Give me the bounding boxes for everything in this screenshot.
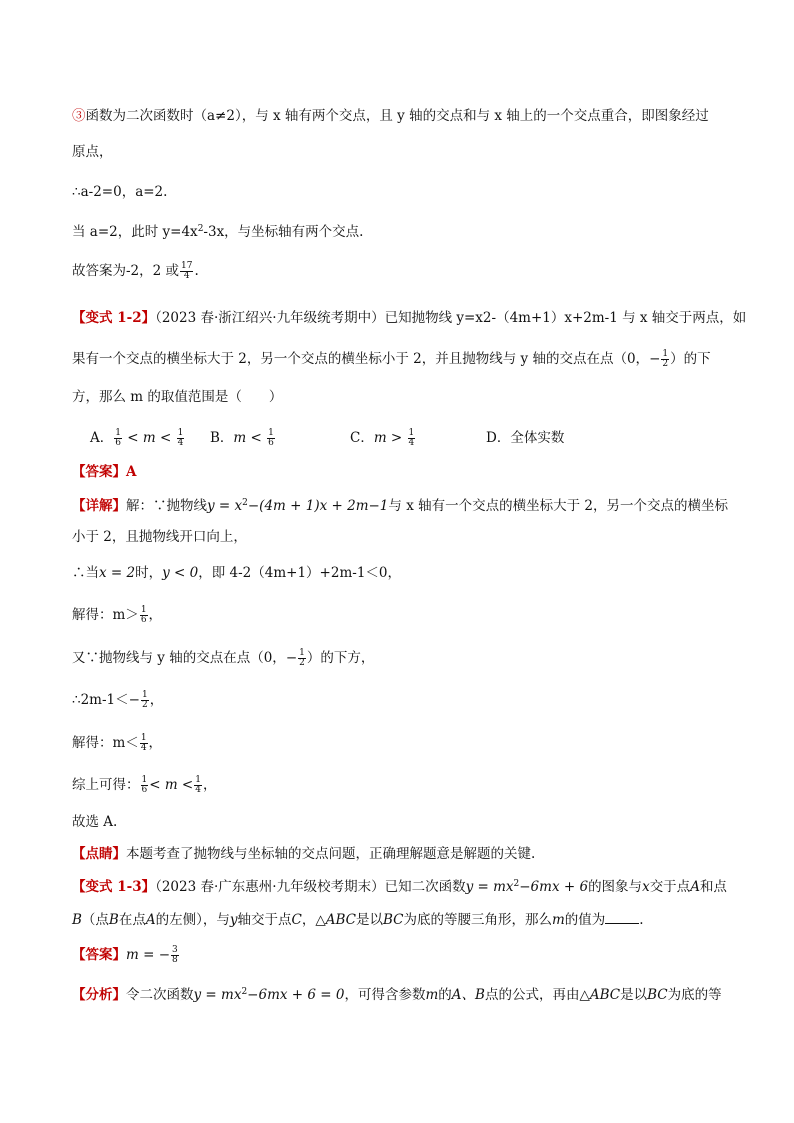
question-line: 果有一个交点的横坐标大于 2，另一个交点的横坐标小于 2，并且抛物线与 y 轴的交点在点（0，− $\frac{1}{2}$ ）的下 [72, 349, 711, 369]
answer-blank [605, 909, 639, 924]
variant-tag: 【变式 1-3】 [72, 879, 156, 895]
paragraph-line: 原点， [72, 144, 113, 160]
answer-line: 【答案】m = − $\frac{3}{8}$ [72, 945, 178, 965]
question-line: B（点B在点A的左侧），与y轴交于点C，△ABC是以BC为底的等腰三角形，那么m的值为 . [72, 909, 644, 930]
analysis-tag: 【分析】 [72, 987, 126, 1003]
detail-line: 解得：m＜ $\frac{1}{4}$ ， [72, 733, 163, 753]
paragraph-line: 故答案为-2，2 或 $\frac{17}{4}$ . [72, 261, 199, 281]
answer-line: 【答案】A [72, 464, 137, 480]
option-c: C．m > $\frac{1}{4}$ [350, 428, 415, 448]
detail-tag: 【详解】 [72, 498, 126, 514]
fraction: $\frac{17}{4}$ [181, 261, 193, 281]
question-line: 【变式 1-2】（2023 春·浙江绍兴·九年级统考期中）已知抛物线 y=x2-（4m+1）x+2m-1 与 x 轴交于两点，如 [72, 310, 747, 326]
detail-line: 【详解】解：∵抛物线$y = x^2-(4m + 1)x + 2m-1$与 x 轴有一个交点的横坐标大于 2，另一个交点的横坐标 [72, 498, 728, 514]
detail-line: ∴2m-1＜− $\frac{1}{2}$ ， [72, 690, 164, 710]
detail-line: 又∵抛物线与 y 轴的交点在点（0，− $\frac{1}{2}$ ）的下方， [72, 648, 375, 668]
question-line: 方，那么 m 的取值范围是（ ） [72, 389, 283, 405]
answer-tag: 【答案】 [72, 464, 126, 480]
comment-tag: 【点睛】 [72, 846, 126, 862]
detail-line: 解得：m＞ $\frac{1}{6}$ ， [72, 605, 163, 625]
circled-number-3: ③ [72, 108, 86, 124]
comment-line: 【点睛】本题考查了抛物线与坐标轴的交点问题，正确理解题意是解题的关键. [72, 846, 536, 862]
option-a: A． $\frac{1}{6}$ < m < $\frac{1}{4}$ [90, 428, 184, 448]
option-d: D．全体实数 [486, 430, 565, 446]
detail-line: 小于 2，且抛物线开口向上， [72, 529, 247, 545]
paragraph-line: ③函数为二次函数时（a≠2），与 x 轴有两个交点，且 y 轴的交点和与 x 轴上的一个交点重合，即图象经过 [72, 108, 709, 124]
option-b: B．m < $\frac{1}{6}$ [210, 428, 274, 448]
paragraph-line: ∴a-2=0，a=2. [72, 184, 168, 200]
fraction: $\frac{1}{2}$ [662, 349, 669, 369]
detail-line: 故选 A. [72, 814, 118, 830]
analysis-line: 【分析】令二次函数$y = mx^2-6mx + 6 = 0$，可得含参数m的A、B点的公式，再由△ABC是以BC为底的等 [72, 987, 722, 1003]
variant-tag: 【变式 1-2】 [72, 310, 156, 326]
question-line: 【变式 1-3】（2023 春·广东惠州·九年级校考期末）已知二次函数$y = mx^2-6mx + 6$的图象与x交于点A和点 [72, 879, 727, 895]
answer-tag: 【答案】 [72, 947, 126, 963]
detail-line: ∴当x = 2时，y < 0，即 4-2（4m+1）+2m-1＜0， [72, 565, 401, 581]
paragraph-line: 当 a=2，此时 $y=4x^2-3x$，与坐标轴有两个交点. [72, 224, 364, 240]
detail-line: 综上可得： $\frac{1}{6}$ < m < $\frac{1}{4}$ ， [72, 775, 217, 795]
